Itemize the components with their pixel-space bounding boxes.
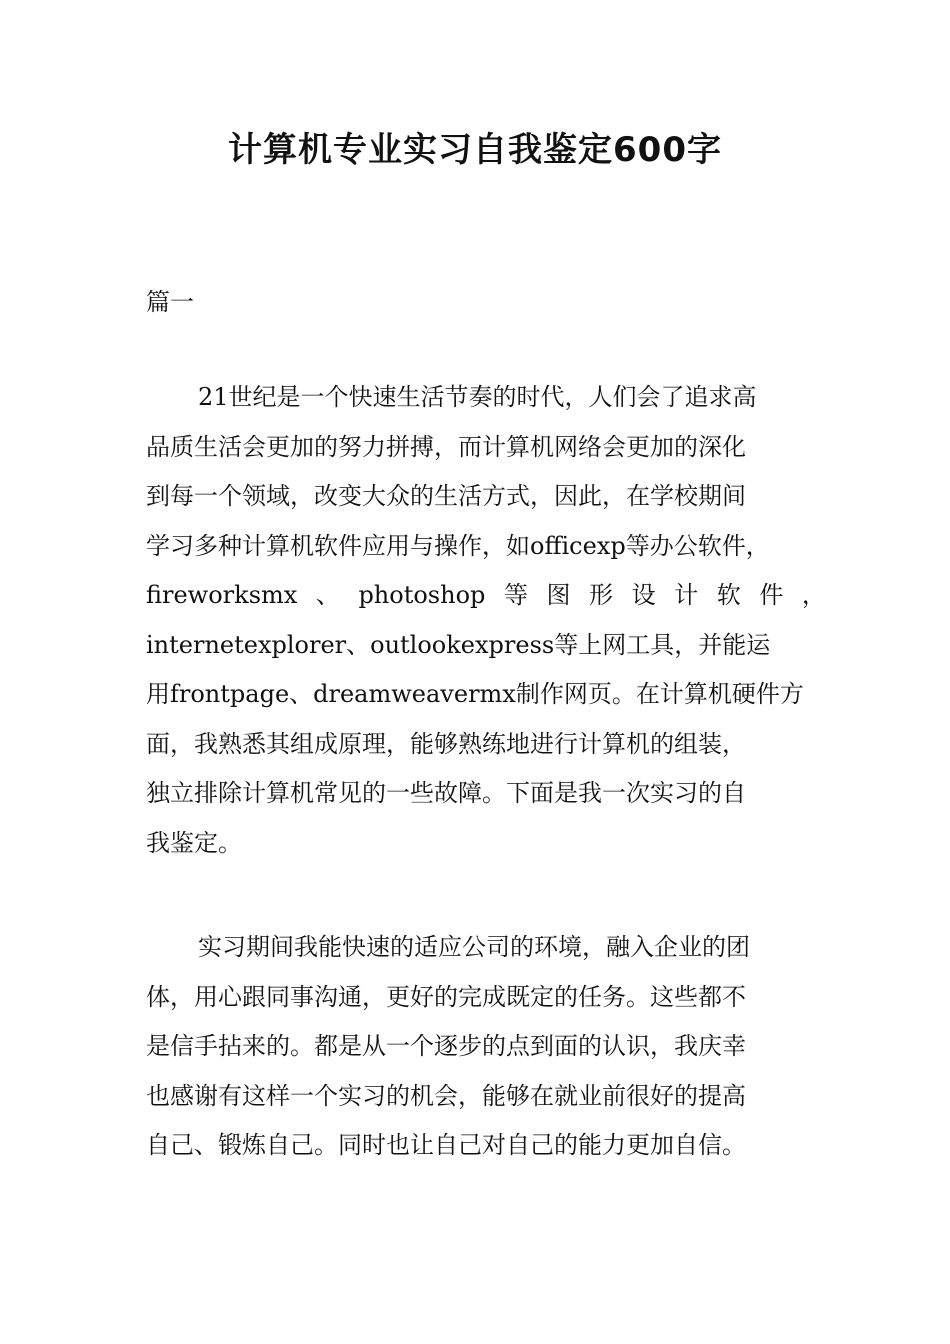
spread-word: photoshop xyxy=(358,581,486,609)
spread-word: fireworksmx xyxy=(146,581,298,609)
spread-word: 计 xyxy=(674,581,699,609)
paragraph-line-spread xyxy=(146,571,826,621)
paragraph-line: 我鉴定。 xyxy=(146,828,242,857)
paragraph-line: 品质生活会更加的努力拼搏，而计算机网络会更加的深化 xyxy=(146,432,746,461)
spread-word: 件 xyxy=(759,581,784,609)
paragraph-line: 到每一个领域，改变大众的生活方式，因此，在学校期间 xyxy=(146,482,746,510)
paragraph-line: 21世纪是一个快速生活节奏的时代，人们会了追求高 xyxy=(198,383,757,411)
paragraph-line: 是信手拈来的。都是从一个逐步的点到面的认识，我庆幸 xyxy=(146,1032,746,1060)
paragraph-line: 学习多种计算机软件应用与操作，如officexp等办公软件， xyxy=(146,531,770,560)
spread-word: ， xyxy=(801,581,826,609)
spread-word: 图 xyxy=(546,581,571,609)
paragraph-line: 也感谢有这样一个实习的机会，能够在就业前很好的提高 xyxy=(146,1081,746,1110)
spread-word: 等 xyxy=(503,581,528,609)
paragraph-line: 用frontpage、dreamweavermx制作网页。在计算机硬件方 xyxy=(146,680,804,708)
paragraph-1 xyxy=(146,373,826,868)
paragraph-line: 体，用心跟同事沟通，更好的完成既定的任务。这些都不 xyxy=(146,982,746,1011)
paragraph-line: 独立排除计算机常见的一些故障。下面是我一次实习的自 xyxy=(146,779,746,807)
spread-word: 设 xyxy=(631,581,656,609)
spread-word: 形 xyxy=(589,581,614,609)
paragraph-line: 面，我熟悉其组成原理，能够熟练地进行计算机的组装， xyxy=(146,729,746,758)
paragraph-line: 自己、锻炼自己。同时也让自己对自己的能力更加自信。 xyxy=(146,1131,746,1159)
paragraph-line: 实习期间我能快速的适应公司的环境，融入企业的团 xyxy=(198,933,750,961)
spread-word: 、 xyxy=(315,581,340,609)
paragraph-line: internetexplorer、outlookexpress等上网工具，并能运 xyxy=(146,630,771,659)
paragraph-2 xyxy=(146,923,806,1171)
section-label: 篇一 xyxy=(146,288,194,316)
document-title: 计算机专业实习自我鉴定600字 xyxy=(228,130,722,170)
spread-word: 软 xyxy=(716,581,741,609)
